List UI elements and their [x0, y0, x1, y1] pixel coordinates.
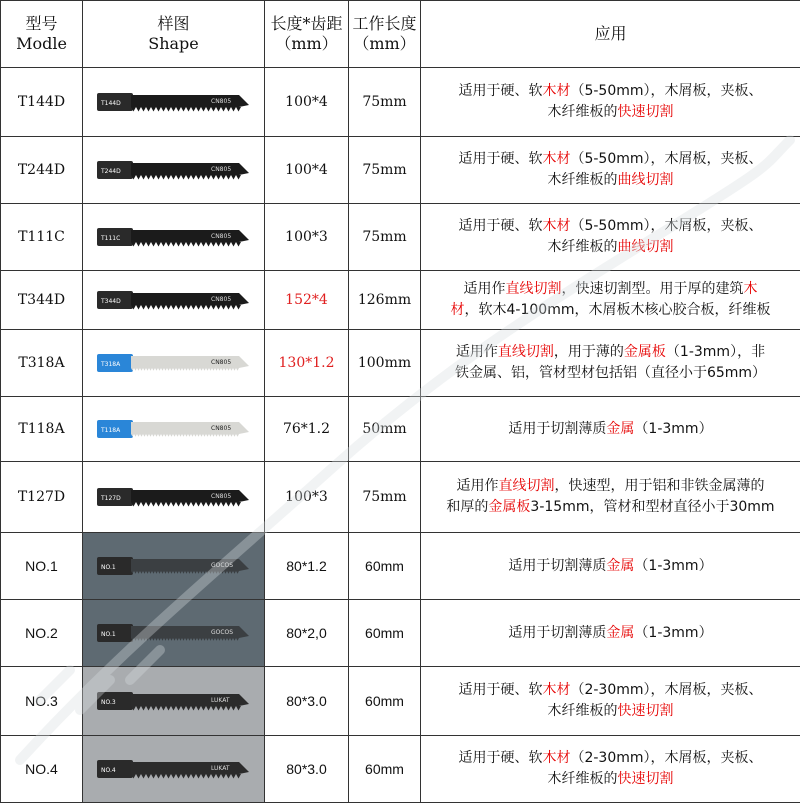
blade-image [83, 330, 264, 396]
blade-teeth [131, 502, 241, 507]
blade-label: T244D [100, 168, 121, 175]
blade-drawing [83, 204, 265, 270]
highlight-text: 金属板 [488, 499, 530, 515]
application-text: ，快速切割型。用于厚的建筑 [562, 281, 744, 297]
application-text: （5-50mm），木屑板，夹板、 [570, 151, 762, 167]
application-cell [421, 330, 800, 397]
model-cell: NO.4 [1, 736, 83, 803]
blade-drawing [83, 68, 265, 136]
application-text: 适用于切割薄质 [508, 625, 606, 641]
blade-code: CN805 [211, 233, 231, 240]
application-cell [421, 204, 800, 271]
model-cell: T111C [1, 204, 83, 271]
header-app: 应用 [421, 24, 800, 44]
blade-tip [239, 762, 249, 774]
application-text: 木纤维板的 [548, 703, 618, 719]
highlight-text: 金属 [606, 558, 634, 574]
application-cell [421, 271, 800, 330]
work-length-cell: 75mm [349, 137, 421, 204]
application-text: 适用于硬、软 [458, 750, 542, 766]
work-length-cell: 60mm [349, 736, 421, 803]
shape-cell [83, 204, 265, 271]
shape-cell [83, 533, 265, 600]
blade-code: LUKAT [211, 765, 230, 772]
highlight-text: 木材 [542, 218, 570, 234]
shape-cell [83, 736, 265, 803]
blade-teeth [131, 368, 239, 371]
shape-cell [83, 462, 265, 533]
application-text: 适用于切割薄质 [508, 558, 606, 574]
blade-drawing [83, 736, 265, 802]
table-row [1, 667, 800, 736]
work-length-cell: 60mm [349, 533, 421, 600]
shape-cell [83, 271, 265, 330]
shape-cell [83, 137, 265, 204]
work-length-cell: 60mm [349, 667, 421, 736]
blade-drawing [83, 397, 265, 461]
model-cell: NO.3 [1, 667, 83, 736]
shape-cell [83, 397, 265, 462]
blade-teeth [131, 175, 241, 180]
blade-image [83, 68, 264, 136]
header-shape-en: Shape [83, 34, 264, 54]
blade-label: NO.1 [101, 631, 116, 638]
blade-code: GOCOS [211, 629, 233, 636]
application-text: 适用于硬、软 [458, 151, 542, 167]
blade-image [83, 600, 264, 666]
table-row [1, 736, 800, 803]
highlight-text: 直线切割 [506, 281, 562, 297]
application-text: 适用于硬、软 [458, 218, 542, 234]
blade-tip [239, 422, 249, 434]
blade-label: T344D [100, 298, 121, 305]
model-cell: NO.2 [1, 600, 83, 667]
highlight-text: 快速切割 [618, 771, 674, 787]
highlight-text: 金属板 [624, 344, 666, 360]
blade-drawing [83, 330, 265, 396]
header-application [421, 1, 800, 68]
blade-tip [239, 95, 249, 107]
highlight-text: 快速切割 [618, 104, 674, 120]
highlight-text: 直线切割 [498, 344, 554, 360]
blade-teeth [131, 242, 241, 247]
blade-label: NO.1 [101, 564, 116, 571]
application-text: ，快速型，用于铝和非铁金属薄的 [555, 478, 765, 494]
table-row [1, 330, 800, 397]
work-length-cell: 75mm [349, 204, 421, 271]
model-cell: T144D [1, 68, 83, 137]
size-cell: 100*3 [265, 204, 349, 271]
size-cell: 80*3.0 [265, 736, 349, 803]
table-row [1, 397, 800, 462]
header-work-cn: 工作长度 [349, 14, 420, 34]
blade-label: T318A [100, 361, 121, 368]
blade-code: LUKAT [211, 697, 230, 704]
work-length-cell: 50mm [349, 397, 421, 462]
blade-image [83, 736, 264, 802]
application-cell [421, 600, 800, 667]
table-row [1, 271, 800, 330]
blade-tip [239, 490, 249, 502]
highlight-text: 木 [744, 281, 758, 297]
blade-image [83, 271, 264, 329]
table-row [1, 462, 800, 533]
model-cell: T118A [1, 397, 83, 462]
application-text: 3-15mm，管材和型材直径小于30mm [530, 499, 774, 515]
application-text: 适用于切割薄质 [508, 421, 606, 437]
model-cell: T244D [1, 137, 83, 204]
blade-tip [239, 356, 249, 368]
header-work-length [349, 1, 421, 68]
size-cell: 100*4 [265, 68, 349, 137]
shape-cell [83, 667, 265, 736]
work-length-cell: 75mm [349, 68, 421, 137]
application-text: 木纤维板的 [548, 239, 618, 255]
size-cell: 80*3.0 [265, 667, 349, 736]
application-text: （5-50mm），木屑板，夹板、 [570, 218, 762, 234]
size-cell: 152*4 [265, 271, 349, 330]
application-text: （1-3mm），非 [666, 344, 765, 360]
blade-tip [239, 163, 249, 175]
shape-cell [83, 330, 265, 397]
header-row [1, 1, 800, 68]
size-cell: 80*1.2 [265, 533, 349, 600]
application-text: ，软木4-100mm，木屑板木核心胶合板，纤维板 [465, 302, 771, 318]
application-text: 适用作 [464, 281, 506, 297]
application-cell [421, 533, 800, 600]
blade-teeth [131, 638, 239, 641]
shape-cell [83, 68, 265, 137]
size-cell: 100*4 [265, 137, 349, 204]
blade-label: T118A [100, 427, 121, 434]
application-text: （1-3mm） [634, 421, 712, 437]
application-text: （2-30mm），木屑板，夹板、 [570, 682, 762, 698]
application-cell [421, 68, 800, 137]
application-text: （1-3mm） [634, 625, 712, 641]
header-work-unit: （mm） [349, 34, 420, 54]
highlight-text: 快速切割 [618, 703, 674, 719]
header-shape-cn: 样图 [83, 14, 264, 34]
application-text: ，用于薄的 [554, 344, 624, 360]
header-shape [83, 1, 265, 68]
blade-image [83, 462, 264, 532]
blade-code: CN805 [211, 296, 231, 303]
blade-teeth [131, 706, 241, 711]
highlight-text: 金属 [606, 421, 634, 437]
application-text: 铁金属、铝，管材型材包括铝（直径小于65mm） [455, 365, 766, 381]
blade-drawing [83, 271, 265, 329]
blade-image [83, 137, 264, 203]
application-text: 木纤维板的 [548, 771, 618, 787]
header-model-cn: 型号 [1, 14, 82, 34]
application-cell [421, 736, 800, 803]
table-row [1, 204, 800, 271]
blade-label: T144D [100, 100, 121, 107]
blade-label: T111C [100, 235, 120, 242]
blade-code: GOCOS [211, 562, 233, 569]
header-length-cn: 长度*齿距 [265, 14, 348, 34]
highlight-text: 金属 [606, 625, 634, 641]
application-text: 适用作 [457, 478, 499, 494]
blade-label: NO.3 [101, 699, 116, 706]
header-model-en: Modle [1, 34, 82, 54]
header-length [265, 1, 349, 68]
highlight-text: 曲线切割 [618, 172, 674, 188]
table-row [1, 600, 800, 667]
blade-image [83, 204, 264, 270]
blade-drawing [83, 667, 265, 735]
header-length-unit: （mm） [265, 34, 348, 54]
blade-tip [239, 293, 249, 305]
application-text: 木纤维板的 [548, 172, 618, 188]
blade-code: CN805 [211, 493, 231, 500]
header-model [1, 1, 83, 68]
blade-image [83, 667, 264, 735]
application-text: （5-50mm），木屑板，夹板、 [570, 83, 762, 99]
model-cell: T127D [1, 462, 83, 533]
table-row [1, 68, 800, 137]
model-cell: T344D [1, 271, 83, 330]
blade-image [83, 397, 264, 461]
highlight-text: 曲线切割 [618, 239, 674, 255]
shape-cell [83, 600, 265, 667]
highlight-text: 木材 [542, 151, 570, 167]
blade-teeth [131, 774, 241, 779]
blade-drawing [83, 137, 265, 203]
application-cell [421, 462, 800, 533]
table-row [1, 137, 800, 204]
blade-code: CN805 [211, 98, 231, 105]
work-length-cell: 126mm [349, 271, 421, 330]
blade-drawing [83, 600, 265, 666]
work-length-cell: 100mm [349, 330, 421, 397]
application-text: 木纤维板的 [548, 104, 618, 120]
table-row [1, 533, 800, 600]
size-cell: 130*1.2 [265, 330, 349, 397]
application-cell [421, 397, 800, 462]
highlight-text: 直线切割 [499, 478, 555, 494]
model-cell: T318A [1, 330, 83, 397]
size-cell: 76*1.2 [265, 397, 349, 462]
work-length-cell: 75mm [349, 462, 421, 533]
blade-teeth [131, 107, 241, 112]
highlight-text: 木材 [542, 682, 570, 698]
blade-tip [239, 626, 249, 638]
application-cell [421, 137, 800, 204]
blade-code: CN805 [211, 359, 231, 366]
blade-teeth [131, 305, 241, 310]
blade-label: NO.4 [101, 767, 116, 774]
application-text: 适用作 [456, 344, 498, 360]
application-text: （2-30mm），木屑板，夹板、 [570, 750, 762, 766]
work-length-cell: 60mm [349, 600, 421, 667]
application-text: 适用于硬、软 [458, 83, 542, 99]
highlight-text: 木材 [542, 750, 570, 766]
blade-teeth [131, 434, 239, 437]
application-text: （1-3mm） [634, 558, 712, 574]
blade-code: CN805 [211, 425, 231, 432]
size-cell: 80*2,0 [265, 600, 349, 667]
application-cell [421, 667, 800, 736]
blade-tip [239, 559, 249, 571]
blade-image [83, 533, 264, 599]
application-text: 适用于硬、软 [458, 682, 542, 698]
blade-label: T127D [100, 495, 121, 502]
highlight-text: 木材 [542, 83, 570, 99]
blade-code: CN805 [211, 166, 231, 173]
blade-tip [239, 230, 249, 242]
size-cell: 100*3 [265, 462, 349, 533]
highlight-text: 材 [451, 302, 465, 318]
blade-teeth [131, 571, 239, 574]
blade-drawing [83, 533, 265, 599]
model-cell: NO.1 [1, 533, 83, 600]
blade-tip [239, 694, 249, 706]
application-text: 和厚的 [446, 499, 488, 515]
blade-drawing [83, 462, 265, 532]
